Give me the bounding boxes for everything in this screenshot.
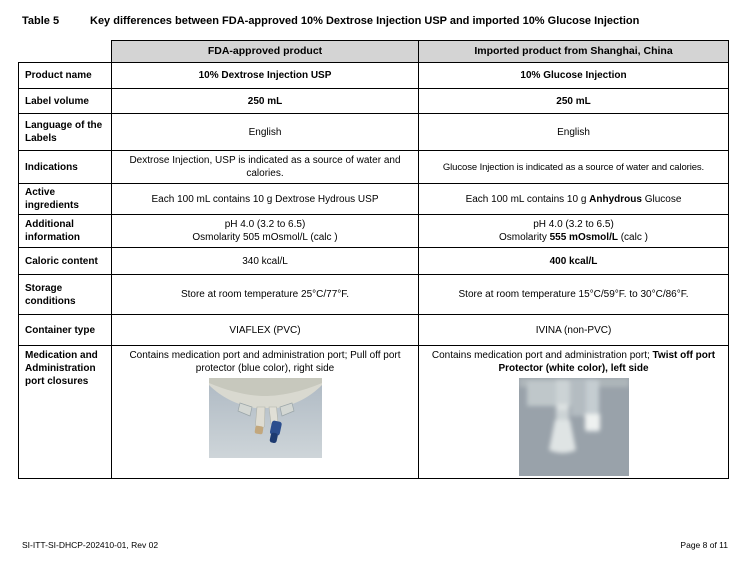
header-empty-cell: [19, 41, 112, 63]
cell-label-volume-fda: 250 mL: [112, 89, 419, 114]
cell-container-type-fda: VIAFLEX (PVC): [112, 315, 419, 346]
row-product-name: [19, 63, 729, 89]
header-row: [19, 41, 729, 63]
row-port-closures: [19, 346, 729, 479]
row-language-of-labels: [19, 114, 729, 151]
table-title: Key differences between FDA-approved 10% Dextrose Injection USP and imported 10% Glucose Injection: [90, 15, 640, 27]
row-label-container-type: Container type: [19, 315, 112, 346]
row-indications: [19, 151, 729, 184]
row-storage-conditions: [19, 275, 729, 315]
row-label-caloric-content: Caloric content: [19, 248, 112, 275]
cell-indications-fda: Dextrose Injection, USP is indicated as a source of water and calories.: [112, 151, 419, 184]
row-label-additional-information: Additional information: [19, 215, 112, 248]
header-imported-product: Imported product from Shanghai, China: [419, 41, 729, 63]
row-active-ingredients: [19, 184, 729, 215]
cell-additional-information-fda: pH 4.0 (3.2 to 6.5) Osmolarity 505 mOsmol/L (calc ): [112, 215, 419, 248]
row-label-product-name: Product name: [19, 63, 112, 89]
page-footer: [22, 540, 728, 551]
table-number-label: Table 5: [22, 15, 60, 27]
cell-language-of-labels-fda: English: [112, 114, 419, 151]
comparison-table: [18, 40, 729, 479]
cell-label-volume-imported: 250 mL: [419, 89, 729, 114]
cell-port-closures-fda: Contains medication port and administration port; Pull off port protector (blue color), right side: [112, 346, 419, 479]
cell-container-type-imported: IVINA (non-PVC): [419, 315, 729, 346]
cell-storage-conditions-fda: Store at room temperature 25°C/77°F.: [112, 275, 419, 315]
cell-active-ingredients-imported: Each 100 mL contains 10 g Anhydrous Glucose: [419, 184, 729, 215]
row-label-volume: [19, 89, 729, 114]
cell-indications-imported: Glucose Injection is indicated as a source of water and calories.: [419, 151, 729, 184]
row-label-storage-conditions: Storage conditions: [19, 275, 112, 315]
document-id: SI-ITT-SI-DHCP-202410-01, Rev 02: [22, 540, 159, 550]
row-caloric-content: [19, 248, 729, 275]
cell-product-name-imported: 10% Glucose Injection: [419, 63, 729, 89]
cell-language-of-labels-imported: English: [419, 114, 729, 151]
row-label-active-ingredients: Active ingredients: [19, 184, 112, 215]
row-label-language-of-labels: Language of the Labels: [19, 114, 112, 151]
row-container-type: [19, 315, 729, 346]
cell-storage-conditions-imported: Store at room temperature 15°C/59°F. to 30°C/86°F.: [419, 275, 729, 315]
cell-product-name-fda: 10% Dextrose Injection USP: [112, 63, 419, 89]
row-label-port-closures: Medication and Administration port closures: [19, 346, 112, 479]
cell-caloric-content-imported: 400 kcal/L: [419, 248, 729, 275]
cell-port-closures-imported: Contains medication port and administration port; Twist off port Protector (white color), left side: [419, 346, 729, 479]
row-additional-information: [19, 215, 729, 248]
cell-caloric-content-fda: 340 kcal/L: [112, 248, 419, 275]
cell-active-ingredients-fda: Each 100 mL contains 10 g Dextrose Hydrous USP: [112, 184, 419, 215]
row-label-label-volume: Label volume: [19, 89, 112, 114]
header-fda-product: FDA-approved product: [112, 41, 419, 63]
iv-bag-white-port-photo: [422, 378, 725, 476]
row-label-indications: Indications: [19, 151, 112, 184]
table-caption: [22, 15, 639, 28]
iv-bag-blue-port-photo: [115, 378, 415, 458]
cell-additional-information-imported: pH 4.0 (3.2 to 6.5) Osmolarity 555 mOsmol/L (calc ): [419, 215, 729, 248]
page-number: Page 8 of 11: [680, 540, 728, 550]
